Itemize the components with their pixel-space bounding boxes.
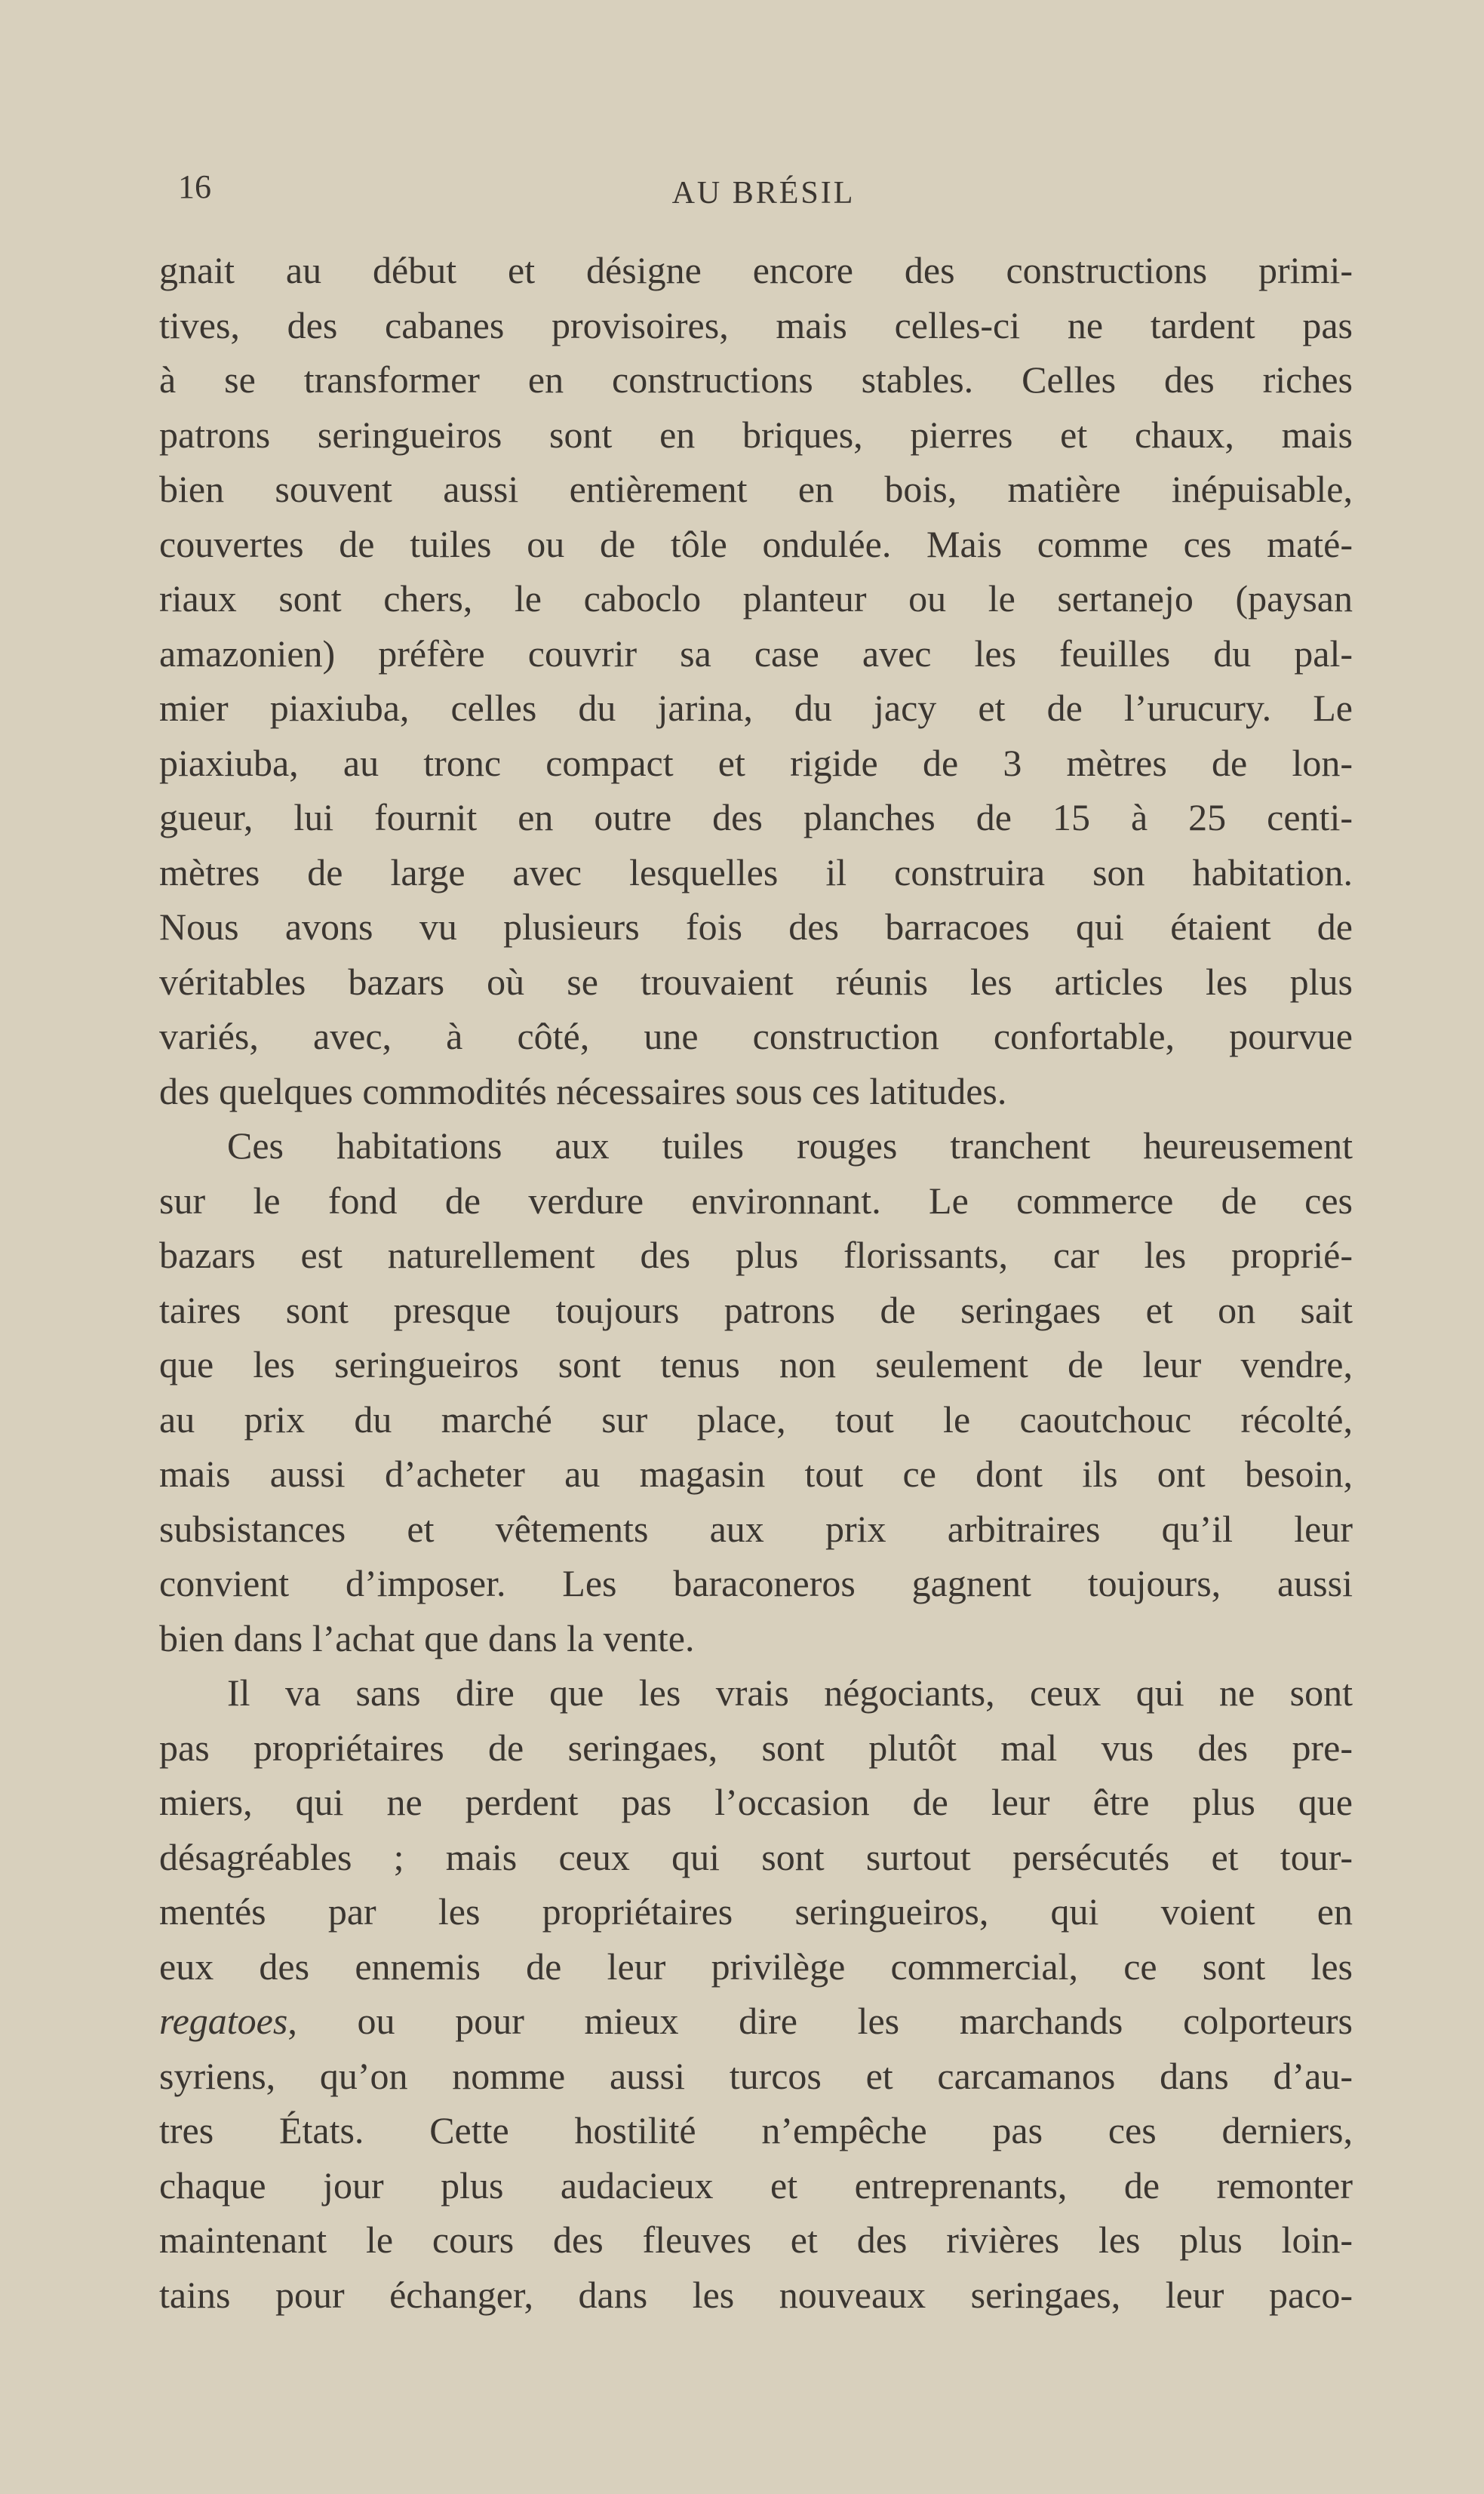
text-line: bien souvent aussi entièrement en bois, matière inépuisable, [159,468,1353,510]
text-line: gnait au début et désigne encore des constructions primi- [159,249,1353,291]
text-line: convient d’imposer. Les baraconeros gagnent toujours, aussi [159,1562,1353,1604]
text-line: tres États. Cette hostilité n’empêche pas ces derniers, [159,2109,1353,2151]
text-line: Il va sans dire que les vrais négociants, ceux qui ne sont [227,1671,1353,1714]
page-number: 16 [178,168,211,205]
text-line: mier piaxiuba, celles du jarina, du jacy et de l’urucury. Le [159,687,1353,729]
text-line: désagréables ; mais ceux qui sont surtout persécutés et tour- [159,1835,1353,1878]
text-line: mètres de large avec lesquelles il construira son habitation. [159,850,1353,893]
text-line: des quelques commodités nécessaires sous ces latitudes. [159,1069,1007,1112]
text-line: Ces habitations aux tuiles rouges tranchent heureusement [227,1124,1353,1167]
paragraph [159,1665,1353,2322]
text-line: sur le fond de verdure environnant. Le commerce de ces [159,1179,1353,1222]
text-line: bien dans l’achat que dans la vente. [159,1616,695,1659]
text-line: amazonien) préfère couvrir sa case avec les feuilles du pal- [159,632,1353,675]
text-line: que les seringueiros sont tenus non seulement de leur vendre, [159,1343,1353,1385]
text-line: patrons seringueiros sont en briques, pierres et chaux, mais [159,413,1353,456]
text-line: Nous avons vu plusieurs fois des barracoes qui étaient de [159,906,1353,948]
text-line: au prix du marché sur place, tout le caoutchouc récolté, [159,1398,1353,1441]
text-line: à se transformer en constructions stables. Celles des riches [159,358,1353,401]
text-line: piaxiuba, au tronc compact et rigide de 3 mètres de lon- [159,741,1353,784]
text-line: tives, des cabanes provisoires, mais celles-ci ne tardent pas [159,303,1353,346]
italic-term: regatoes [159,2000,288,2042]
text-line [159,1994,1353,2049]
line-text: , ou pour mieux dire les marchands colporteurs [287,2000,1353,2042]
text-line: riaux sont chers, le caboclo planteur ou le sertanejo (paysan [159,577,1353,620]
text-line: syriens, qu’on nomme aussi turcos et carcamanos dans d’au- [159,2054,1353,2097]
text-line: véritables bazars où se trouvaient réunis les articles les plus [159,960,1353,1003]
text-line: maintenant le cours des fleuves et des rivières les plus loin- [159,2219,1353,2261]
text-line: couvertes de tuiles ou de tôle ondulée. Mais comme ces maté- [159,522,1353,565]
paragraph [159,243,1353,1118]
text-line: chaque jour plus audacieux et entreprenants, de remonter [159,2163,1353,2206]
text-line: mais aussi d’acheter au magasin tout ce dont ils ont besoin, [159,1453,1353,1495]
running-title: AU BRÉSIL [671,176,856,211]
text-line: gueur, lui fournit en outre des planches de 15 à 25 centi- [159,796,1353,838]
text-line: pas propriétaires de seringaes, sont plutôt mal vus des pre- [159,1726,1353,1769]
text-line: miers, qui ne perdent pas l’occasion de leur être plus que [159,1781,1353,1823]
text-line: bazars est naturellement des plus florissants, car les proprié- [159,1234,1353,1276]
text-line: eux des ennemis de leur privilège commercial, ce sont les [159,1945,1353,1988]
text-line: tains pour échanger, dans les nouveaux seringaes, leur paco- [159,2273,1353,2316]
body-text [159,243,1353,2322]
text-line: mentés par les propriétaires seringueiros, qui voient en [159,1890,1353,1933]
text-line: variés, avec, à côté, une construction confortable, pourvue [159,1015,1353,1057]
text-line: subsistances et vêtements aux prix arbitraires qu’il leur [159,1507,1353,1550]
text-line: taires sont presque toujours patrons de seringaes et on sait [159,1288,1353,1331]
paragraph [159,1118,1353,1665]
